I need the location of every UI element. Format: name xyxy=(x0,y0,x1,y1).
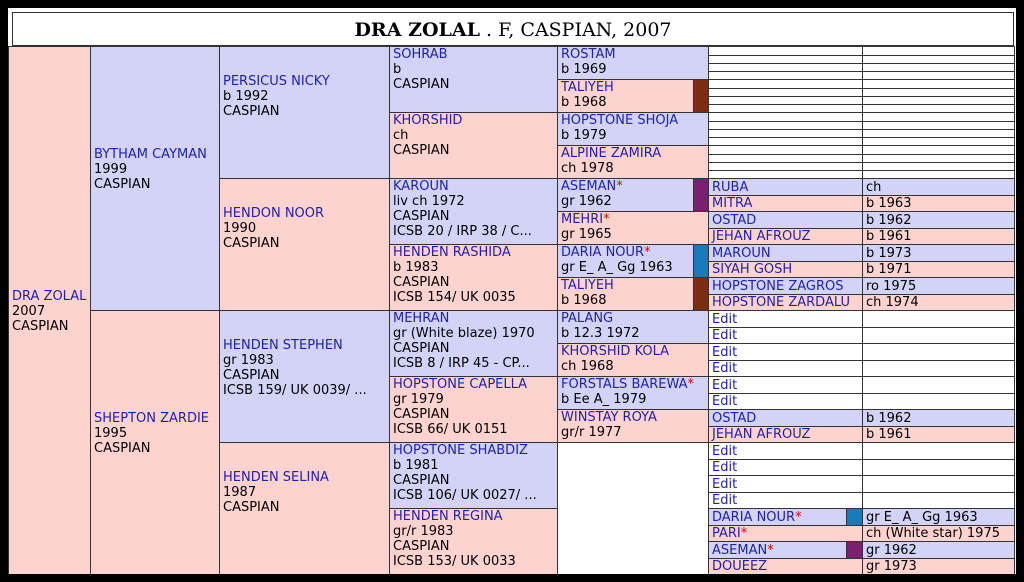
horse-info-l2: liv ch 1972 xyxy=(393,194,465,209)
horse-info: b 1973 xyxy=(866,246,912,261)
pedigree-window xyxy=(6,6,1018,576)
horse-info-l3: CASPIAN xyxy=(223,236,280,251)
pedigree-cell-gen1 xyxy=(90,310,220,575)
horse-info-cell xyxy=(862,360,1015,377)
horse-info-l2: b 1979 xyxy=(561,128,607,143)
pedigree-cell-gen5 xyxy=(708,426,863,443)
horse-name-link[interactable]: MEHRAN xyxy=(393,311,450,326)
pedigree-cell-gen2 xyxy=(219,442,390,575)
horse-info-l2: 1990 xyxy=(223,221,257,236)
horse-name-link[interactable]: ALPINE ZAMIRA xyxy=(561,146,662,161)
page-title xyxy=(12,12,1014,46)
horse-info-cell xyxy=(862,409,1015,427)
horse-info-cell xyxy=(862,426,1015,443)
horse-info-cell xyxy=(862,178,1015,196)
horse-name-link[interactable]: OSTAD xyxy=(712,411,757,426)
pedigree-cell-gen3 xyxy=(389,310,558,377)
title-details: . F, CASPIAN, 2007 xyxy=(479,19,672,41)
horse-info-l3: CASPIAN xyxy=(393,407,450,422)
horse-info-cell xyxy=(862,475,1015,493)
horse-info-l4: ICSB 20 / IRP 38 / C... xyxy=(393,224,532,239)
horse-name-link[interactable]: WINSTAY ROYA xyxy=(561,410,657,425)
horse-name-link[interactable]: JEHAN AFROUZ xyxy=(712,229,811,244)
pedigree-cell-gen3 xyxy=(389,508,558,575)
pedigree-cell-gen4 xyxy=(557,376,709,410)
imported-asterisk: * xyxy=(687,377,695,392)
pedigree-cell-gen3 xyxy=(389,442,558,509)
pedigree-cell-gen5 xyxy=(708,211,863,229)
horse-name-link[interactable]: HENDON NOOR xyxy=(223,206,325,221)
horse-info-l4: ICSB 8 / IRP 45 - CP... xyxy=(393,356,530,371)
horse-info-l2: b Ee A_ 1979 xyxy=(561,392,647,407)
horse-info-l2: gr/r 1983 xyxy=(393,524,454,539)
horse-name-link[interactable]: MEHRI xyxy=(561,212,604,227)
horse-info-l2: gr 1965 xyxy=(561,227,612,242)
horse-info-l2: b 1969 xyxy=(561,62,607,77)
pedigree-cell-gen4 xyxy=(557,343,709,377)
pedigree-cell-gen3 xyxy=(389,376,558,443)
horse-info-cell xyxy=(862,525,1015,542)
horse-name-link[interactable]: ROSTAM xyxy=(561,47,616,62)
horse-info: ro 1975 xyxy=(866,279,917,294)
horse-info-l2: 1987 xyxy=(223,485,257,500)
horse-name-link[interactable]: DOUEEZ xyxy=(712,559,768,574)
imported-asterisk: * xyxy=(795,510,802,525)
horse-info-cell xyxy=(862,228,1015,245)
imported-asterisk: * xyxy=(644,245,651,260)
horse-info-cell xyxy=(862,459,1015,476)
pedigree-cell-gen5 xyxy=(708,294,863,311)
subject-name-link[interactable]: DRA ZOLAL xyxy=(12,289,87,304)
horse-info-l2: b 1981 xyxy=(393,458,439,473)
horse-info: b 1962 xyxy=(866,411,912,426)
horse-name-link[interactable]: FORSTALS BAREWA xyxy=(561,377,688,392)
edit-link[interactable]: Edit xyxy=(712,312,738,327)
pedigree-cell-gen5 xyxy=(708,541,863,559)
horse-name-link[interactable]: JEHAN AFROUZ xyxy=(712,427,811,442)
horse-info-cell xyxy=(862,244,1015,262)
imported-asterisk: * xyxy=(616,179,623,194)
horse-info-cell xyxy=(862,343,1015,361)
edit-link-cell[interactable] xyxy=(708,376,863,394)
pedigree-cell-gen2 xyxy=(219,310,390,443)
color-marker xyxy=(693,178,709,212)
horse-info-cell xyxy=(862,195,1015,212)
horse-info-cell xyxy=(862,261,1015,278)
edit-link[interactable]: Edit xyxy=(712,345,738,360)
imported-asterisk: * xyxy=(740,526,748,541)
horse-info: gr E_ A_ Gg 1963 xyxy=(866,510,978,525)
title-horse-name: DRA ZOLAL xyxy=(354,19,480,41)
pedigree-cell-gen5 xyxy=(708,409,863,427)
edit-link[interactable]: Edit xyxy=(712,460,738,475)
horse-info-cell xyxy=(862,393,1015,410)
edit-link[interactable]: Edit xyxy=(712,444,738,459)
pedigree-cell-gen3 xyxy=(389,178,558,245)
horse-info-l3: CASPIAN xyxy=(393,341,450,356)
horse-name-link[interactable]: HENDEN SELINA xyxy=(223,470,329,485)
edit-link[interactable]: Edit xyxy=(712,477,738,492)
horse-name-link[interactable]: HOPSTONE SHOJA xyxy=(561,113,679,128)
color-marker xyxy=(846,541,863,559)
horse-info: b 1962 xyxy=(866,213,912,228)
color-marker xyxy=(846,508,863,526)
horse-name-link[interactable]: MITRA xyxy=(712,196,753,211)
horse-info-cell xyxy=(862,327,1015,344)
horse-info-l4: ICSB 154/ UK 0035 xyxy=(393,290,516,305)
horse-name-link[interactable]: DARIA NOUR xyxy=(712,510,796,525)
horse-info-l4: ICSB 153/ UK 0033 xyxy=(393,554,516,569)
pedigree-cell-gen5 xyxy=(708,525,863,542)
horse-info-cell xyxy=(862,277,1015,295)
horse-info-cell xyxy=(862,294,1015,311)
horse-info-l3: CASPIAN xyxy=(393,209,450,224)
subject-cell xyxy=(8,46,91,575)
horse-name-link[interactable]: SIYAH GOSH xyxy=(712,262,793,277)
edit-link-cell[interactable] xyxy=(708,459,863,476)
horse-info-cell xyxy=(862,541,1015,559)
horse-name-link[interactable]: SOHRAB xyxy=(393,47,448,62)
pedigree-cell-gen4 xyxy=(557,178,709,212)
pedigree-cell-gen3 xyxy=(389,112,558,179)
imported-asterisk: * xyxy=(603,212,610,227)
horse-name-link[interactable]: PALANG xyxy=(561,311,614,326)
horse-info-l3: CASPIAN xyxy=(393,539,450,554)
subject-year: 2007 xyxy=(12,304,46,319)
horse-info-cell xyxy=(862,558,1015,575)
horse-info-cell xyxy=(862,442,1015,460)
imported-asterisk: * xyxy=(767,543,774,558)
edit-link[interactable]: Edit xyxy=(712,493,738,508)
horse-name-link[interactable]: ASEMAN xyxy=(561,179,617,194)
horse-info-cell xyxy=(862,376,1015,394)
pedigree-cell-gen4 xyxy=(557,145,709,179)
pedigree-cell-gen1 xyxy=(90,46,220,311)
horse-info-l2: gr (White blaze) 1970 xyxy=(393,326,535,341)
pedigree-cell-gen5 xyxy=(708,244,863,262)
edit-link[interactable]: Edit xyxy=(712,378,738,393)
pedigree-cell-gen5 xyxy=(708,228,863,245)
pedigree-cell-gen5 xyxy=(708,558,863,575)
color-marker xyxy=(693,277,709,311)
edit-link[interactable]: Edit xyxy=(712,328,738,343)
horse-info-l2: 1999 xyxy=(94,162,128,177)
pedigree-cell-gen4 xyxy=(557,409,709,443)
horse-info-l2: b 1968 xyxy=(561,293,607,308)
horse-name-link[interactable]: DARIA NOUR xyxy=(561,245,645,260)
horse-name-link[interactable]: HENDEN RASHIDA xyxy=(393,245,511,260)
horse-info-l4: ICSB 106/ UK 0027/ ... xyxy=(393,488,537,503)
horse-info: b 1961 xyxy=(866,229,912,244)
horse-info-l2: b 12.3 1972 xyxy=(561,326,640,341)
horse-name-link[interactable]: KHORSHID xyxy=(393,113,463,128)
pedigree-cell-gen5 xyxy=(708,261,863,278)
horse-info-l3: CASPIAN xyxy=(94,441,151,456)
horse-name-link[interactable]: TALIYEH xyxy=(561,80,614,95)
horse-name-link[interactable]: PARI xyxy=(712,526,741,541)
pedigree-cell-gen2 xyxy=(219,46,390,179)
pedigree-cell-gen4 xyxy=(557,277,709,311)
horse-name-link[interactable]: ASEMAN xyxy=(712,543,768,558)
pedigree-cell-gen5 xyxy=(708,277,863,295)
pedigree-cell-gen4 xyxy=(557,211,709,245)
horse-info: b 1961 xyxy=(866,427,912,442)
horse-name-link[interactable]: KAROUN xyxy=(393,179,449,194)
edit-link-cell[interactable] xyxy=(708,310,863,328)
horse-info: ch xyxy=(866,180,882,195)
pedigree-cell-gen4 xyxy=(557,79,709,113)
edit-link-cell[interactable] xyxy=(708,475,863,493)
horse-info: b 1971 xyxy=(866,262,912,277)
horse-name-link[interactable]: HOPSTONE ZAGROS xyxy=(712,279,844,294)
horse-info-cell xyxy=(862,211,1015,229)
horse-info: gr 1962 xyxy=(866,543,917,558)
pedigree-cell-gen4 xyxy=(557,112,709,146)
horse-name-link[interactable]: HENDEN STEPHEN xyxy=(223,338,343,353)
edit-link[interactable]: Edit xyxy=(712,361,738,376)
horse-info-l2: ch xyxy=(393,128,409,143)
horse-name-link[interactable]: OSTAD xyxy=(712,213,757,228)
pedigree-cell-gen5 xyxy=(708,178,863,196)
horse-name-link[interactable]: TALIYEH xyxy=(561,278,614,293)
horse-info-cell xyxy=(862,508,1015,526)
horse-name-link[interactable]: KHORSHID KOLA xyxy=(561,344,670,359)
edit-link-cell[interactable] xyxy=(708,343,863,361)
subject-breed: CASPIAN xyxy=(12,319,69,334)
horse-info-l2: ch 1978 xyxy=(561,161,614,176)
horse-info: ch 1974 xyxy=(866,295,919,310)
horse-info: b 1963 xyxy=(866,196,912,211)
horse-info: gr 1973 xyxy=(866,559,917,574)
edit-link[interactable]: Edit xyxy=(712,394,738,409)
horse-info-l3: CASPIAN xyxy=(393,77,450,92)
horse-name-link[interactable]: RUBA xyxy=(712,180,749,195)
horse-info-l3: CASPIAN xyxy=(393,275,450,290)
pedigree-cell-gen5 xyxy=(708,508,863,526)
horse-name-link[interactable]: MAROUN xyxy=(712,246,771,261)
horse-name-link[interactable]: HOPSTONE CAPELLA xyxy=(393,377,528,392)
edit-link-cell[interactable] xyxy=(708,492,863,509)
pedigree-cell-gen3 xyxy=(389,46,558,113)
pedigree-cell-gen2 xyxy=(219,178,390,311)
pedigree-cell-gen3 xyxy=(389,244,558,311)
horse-info-l3: CASPIAN xyxy=(223,500,280,515)
horse-info-l3: CASPIAN xyxy=(223,368,280,383)
horse-info-l4: ICSB 159/ UK 0039/ ... xyxy=(223,383,367,398)
color-marker xyxy=(693,244,709,278)
horse-name-link[interactable]: HOPSTONE ZARDALU xyxy=(712,295,850,310)
horse-name-link[interactable]: PERSICUS NICKY xyxy=(223,74,330,89)
horse-info-l2: b 1983 xyxy=(393,260,439,275)
horse-info-cell xyxy=(862,492,1015,509)
horse-info-l2: b 1992 xyxy=(223,89,269,104)
horse-info-l3: CASPIAN xyxy=(223,104,280,119)
horse-info-l3: CASPIAN xyxy=(393,473,450,488)
horse-info-l4: ICSB 66/ UK 0151 xyxy=(393,422,508,437)
horse-info-l2: gr/r 1977 xyxy=(561,425,622,440)
horse-info-l2: b 1968 xyxy=(561,95,607,110)
horse-info-cell xyxy=(862,310,1015,328)
horse-info-l2: ch 1968 xyxy=(561,359,614,374)
horse-info-l2: gr E_ A_ Gg 1963 xyxy=(561,260,673,275)
horse-info: ch (White star) 1975 xyxy=(866,526,1000,541)
pedigree-grid xyxy=(8,8,1016,574)
horse-info-l3: CASPIAN xyxy=(393,143,450,158)
horse-name-link[interactable]: SHEPTON ZARDIE xyxy=(94,411,210,426)
horse-info-l2: 1995 xyxy=(94,426,128,441)
horse-info-l2: gr 1979 xyxy=(393,392,444,407)
edit-link-cell[interactable] xyxy=(708,393,863,410)
pedigree-cell-gen4 xyxy=(557,310,709,344)
horse-name-link[interactable]: BYTHAM CAYMAN xyxy=(94,147,207,162)
pedigree-cell-gen5 xyxy=(708,195,863,212)
horse-name-link[interactable]: HENDEN REGINA xyxy=(393,509,503,524)
edit-link-cell[interactable] xyxy=(708,327,863,344)
pedigree-cell-gen4 xyxy=(557,244,709,278)
horse-info-l2: b xyxy=(393,62,402,77)
color-marker xyxy=(693,79,709,113)
pedigree-cell-gen4 xyxy=(557,46,709,80)
horse-info-l3: CASPIAN xyxy=(94,177,151,192)
edit-link-cell[interactable] xyxy=(708,442,863,460)
horse-name-link[interactable]: HOPSTONE SHABDIZ xyxy=(393,443,528,458)
edit-link-cell[interactable] xyxy=(708,360,863,377)
horse-info-l2: gr 1983 xyxy=(223,353,274,368)
horse-info-l2: gr 1962 xyxy=(561,194,612,209)
